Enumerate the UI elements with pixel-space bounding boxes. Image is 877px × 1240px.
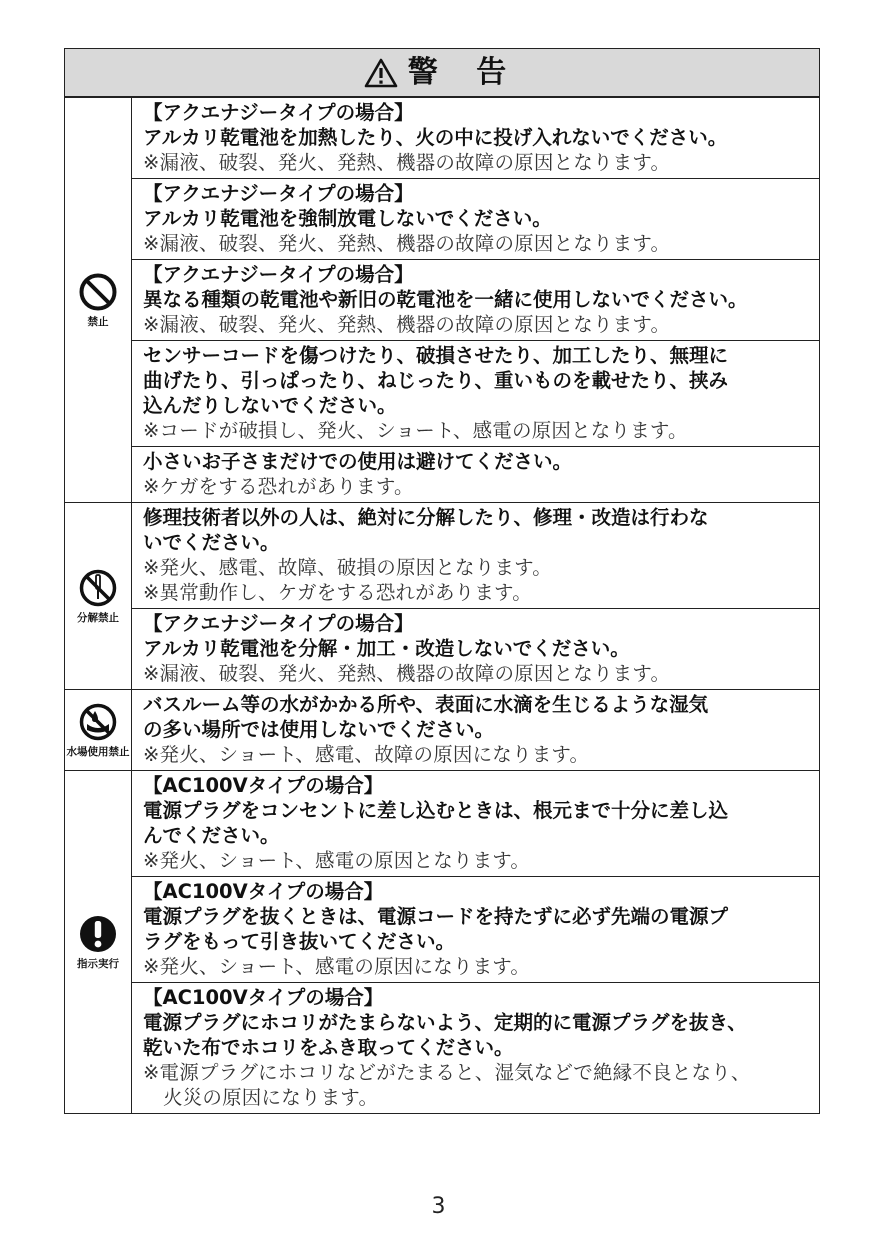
warning-item <box>132 98 819 178</box>
warning-item <box>132 690 819 770</box>
group-mandatory <box>65 770 819 1113</box>
item-note: ※コードが破損し、発火、ショート、感電の原因となります。 <box>143 419 688 442</box>
item-text: 【AC100Vタイプの場合】 <box>143 986 384 1009</box>
icon-label: 分解禁止 <box>77 611 119 624</box>
warning-title: 警 告 <box>407 54 521 90</box>
item-text: 乾いた布でホコリをふき取ってください。 <box>143 1036 514 1059</box>
item-note: ※異常動作し、ケガをする恐れがあります。 <box>143 581 532 604</box>
item-text: 異なる種類の乾電池や新旧の乾電池を一緒に使用しないでください。 <box>143 288 748 311</box>
item-text: バスルーム等の水がかかる所や、表面に水滴を生じるような湿気 <box>143 693 709 716</box>
item-text: 【AC100Vタイプの場合】 <box>143 774 384 797</box>
item-note: 火災の原因になります。 <box>163 1086 379 1109</box>
item-note: ※発火、ショート、感電の原因になります。 <box>143 955 531 978</box>
item-note: ※漏液、破裂、発火、発熱、機器の故障の原因となります。 <box>143 151 671 174</box>
item-text: ラグをもって引き抜いてください。 <box>143 930 456 953</box>
warning-item <box>132 608 819 689</box>
warning-item <box>132 446 819 502</box>
item-text: んでください。 <box>143 824 280 847</box>
warning-table <box>64 48 820 1114</box>
no-wet-area-icon <box>78 702 118 742</box>
item-note: ※発火、ショート、感電、故障の原因になります。 <box>143 743 590 766</box>
warning-item <box>132 178 819 259</box>
item-text: いでください。 <box>143 531 280 554</box>
icon-cell <box>65 503 132 689</box>
item-text: 込んだりしないでください。 <box>143 394 397 417</box>
item-note: ※電源プラグにホコリなどがたまると、湿気などで絶縁不良となり、 <box>143 1061 751 1084</box>
item-note: ※発火、ショート、感電の原因となります。 <box>143 849 531 872</box>
item-text: 曲げたり、引っぱったり、ねじったり、重いものを載せたり、挟み <box>143 369 729 392</box>
icon-cell <box>65 771 132 1113</box>
item-text: の多い場所では使用しないでください。 <box>143 718 495 741</box>
item-text: 修理技術者以外の人は、絶対に分解したり、修理・改造は行わな <box>143 506 709 529</box>
item-note: ※発火、感電、故障、破損の原因となります。 <box>143 556 552 579</box>
prohibition-icon <box>78 272 118 312</box>
warning-item <box>132 259 819 340</box>
item-note: ※漏液、破裂、発火、発熱、機器の故障の原因となります。 <box>143 662 671 685</box>
item-note: ※ケガをする恐れがあります。 <box>143 475 414 498</box>
item-text: 【アクエナジータイプの場合】 <box>143 182 414 205</box>
icon-cell <box>65 98 132 502</box>
mandatory-action-icon <box>78 914 118 954</box>
warning-item <box>132 876 819 982</box>
page-number: 3 <box>431 1194 446 1219</box>
icon-cell <box>65 690 132 770</box>
item-note: ※漏液、破裂、発火、発熱、機器の故障の原因となります。 <box>143 313 671 336</box>
icon-label: 水場使用禁止 <box>66 745 130 758</box>
icon-label: 指示実行 <box>77 957 119 970</box>
warning-header <box>65 49 819 97</box>
item-text: 【アクエナジータイプの場合】 <box>143 101 414 124</box>
item-text: センサーコードを傷つけたり、破損させたり、加工したり、無理に <box>143 344 729 367</box>
item-text: 【アクエナジータイプの場合】 <box>143 263 414 286</box>
item-text: 【AC100Vタイプの場合】 <box>143 880 384 903</box>
item-text: 【アクエナジータイプの場合】 <box>143 612 414 635</box>
item-text: アルカリ乾電池を強制放電しないでください。 <box>143 207 552 230</box>
group-no-disassembly <box>65 502 819 689</box>
item-text: 小さいお子さまだけでの使用は避けてください。 <box>143 450 573 473</box>
warning-item <box>132 982 819 1113</box>
item-text: アルカリ乾電池を加熱したり、火の中に投げ入れないでください。 <box>143 126 728 149</box>
warning-item <box>132 771 819 876</box>
item-text: 電源プラグをコンセントに差し込むときは、根元まで十分に差し込 <box>143 799 729 822</box>
item-text: アルカリ乾電池を分解・加工・改造しないでください。 <box>143 637 630 660</box>
icon-label: 禁止 <box>87 315 109 328</box>
item-text: 電源プラグを抜くときは、電源コードを持たずに必ず先端の電源プ <box>143 905 729 928</box>
warning-item <box>132 340 819 446</box>
item-text: 電源プラグにホコリがたまらないよう、定期的に電源プラグを抜き、 <box>143 1011 747 1034</box>
group-prohibited <box>65 97 819 502</box>
item-note: ※漏液、破裂、発火、発熱、機器の故障の原因となります。 <box>143 232 671 255</box>
warning-item <box>132 503 819 608</box>
warning-triangle-icon <box>364 58 398 88</box>
no-disassembly-icon <box>78 568 118 608</box>
group-no-wet-area <box>65 689 819 770</box>
